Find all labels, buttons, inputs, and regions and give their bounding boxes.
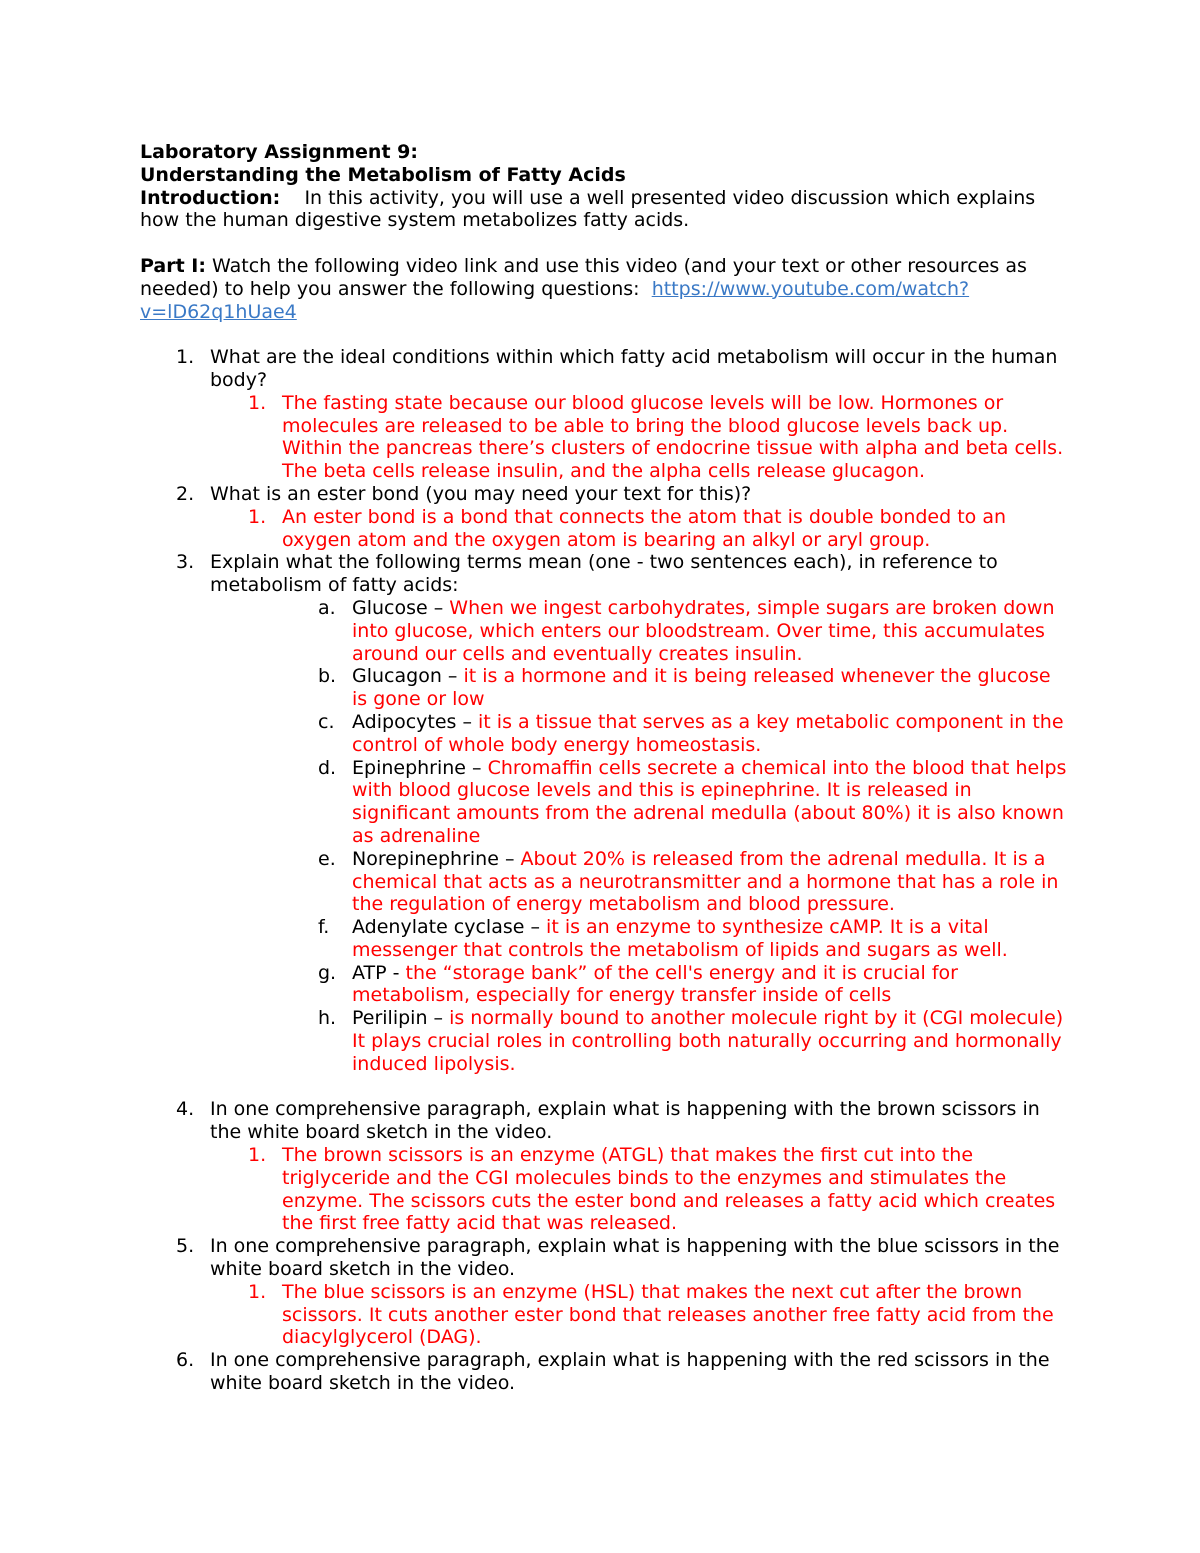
term-name: Glucose – (352, 596, 444, 619)
term-norepinephrine (140, 848, 1070, 916)
term-name: Epinephrine – (352, 756, 482, 779)
term-letter: f. (318, 916, 330, 939)
question-text: What is an ester bond (you may need your text for this)? (210, 482, 752, 505)
part-one-paragraph (140, 255, 1070, 323)
question-4 (140, 1098, 1070, 1144)
question-number: 4. (176, 1098, 195, 1121)
term-letter: b. (318, 665, 337, 688)
term-glucose (140, 597, 1070, 665)
term-adenylate-cyclase (140, 916, 1070, 962)
term-name: Glucagon – (352, 665, 458, 688)
document-page (140, 141, 1070, 1395)
answer-1 (140, 392, 1070, 483)
answer-number: 1. (248, 1280, 267, 1303)
answer-text: The brown scissors is an enzyme (ATGL) that makes the first cut into the triglyceride and the CGI molecules binds to the enzymes and stimulates the enzyme. The scissors cuts the ester bond and releases a fatty acid which creates the first free fatty acid that was released. (282, 1144, 1056, 1235)
term-definition: it is a hormone and it is being released whenever the glucose is gone or low (352, 665, 1051, 711)
answer-text: The fasting state because our blood glucose levels will be low. Hormones or molecules are released to be able to bring the blood glucose levels back up. Within the pancreas there’s clusters of endocrine tissue with alpha and beta cells. The beta cells release insulin, and the alpha cells release glucagon. (282, 391, 1064, 483)
question-list (140, 346, 1070, 1076)
term-name: Adenylate cyclase – (352, 916, 540, 939)
question-number: 5. (176, 1235, 195, 1258)
question-number: 2. (176, 482, 195, 505)
question-text: In one comprehensive paragraph, explain what is happening with the blue scissors in the white board sketch in the video. (210, 1235, 1060, 1281)
term-name: Perilipin – (352, 1007, 444, 1030)
term-name: Adipocytes – (352, 710, 472, 733)
answer-text: The blue scissors is an enzyme (HSL) that makes the next cut after the brown scissors. It cuts another ester bond that releases another free fatty acid from the diacylglycerol (DAG). (282, 1280, 1054, 1349)
question-number: 6. (176, 1349, 195, 1372)
term-letter: d. (318, 756, 337, 779)
term-definition: it is a tissue that serves as a key metabolic component in the control of whole body energy homeostasis. (352, 710, 1064, 756)
term-letter: c. (318, 710, 335, 733)
answer-2 (140, 506, 1070, 552)
term-adipocytes (140, 711, 1070, 757)
term-name: ATP - (352, 961, 400, 984)
term-definition: the “storage bank” of the cell's energy and it is crucial for metabolism, especially for energy transfer inside of cells (352, 961, 958, 1007)
question-text: In one comprehensive paragraph, explain what is happening with the brown scissors in the white board sketch in the video. (210, 1098, 1040, 1144)
term-definition: Chromaffin cells secrete a chemical into the blood that helps with blood glucose levels and this is epinephrine. It is released in significant amounts from the adrenal medulla (about 80%) it is also known as adrenaline (352, 756, 1067, 847)
question-2 (140, 483, 1070, 506)
term-epinephrine (140, 757, 1070, 848)
question-number: 1. (176, 346, 195, 369)
question-6 (140, 1349, 1070, 1395)
answer-5 (140, 1281, 1070, 1349)
term-letter: e. (318, 847, 336, 870)
title-line-1: Laboratory Assignment 9: (140, 141, 418, 163)
question-text: Explain what the following terms mean (one - two sentences each), in reference to metabolism of fatty acids: (210, 551, 998, 597)
introduction-paragraph (140, 187, 1070, 233)
answer-4 (140, 1144, 1070, 1235)
term-definition: is normally bound to another molecule right by it (CGI molecule) It plays crucial roles in controlling both naturally occurring and hormonally induced lipolysis. (352, 1007, 1064, 1075)
answer-text: An ester bond is a bond that connects the atom that is double bonded to an oxygen atom and the oxygen atom is bearing an alkyl or aryl group. (282, 505, 1007, 551)
title-line-2: Understanding the Metabolism of Fatty Acids (140, 163, 626, 186)
term-letter: h. (318, 1007, 337, 1030)
term-definition: it is an enzyme to synthesize cAMP. It is a vital messenger that controls the metabolism of lipids and sugars as well. (352, 916, 1008, 961)
part-one-text: Watch the following video link and use this video (and your text or other resources as needed) to help you answer the following questions: (140, 254, 1027, 300)
introduction-label: Introduction: (140, 186, 281, 209)
question-1 (140, 346, 1070, 392)
question-list-continued (140, 1098, 1070, 1394)
question-3 (140, 551, 1070, 597)
question-text: What are the ideal conditions within which fatty acid metabolism will occur in the human body? (210, 346, 1058, 391)
question-text: In one comprehensive paragraph, explain what is happening with the red scissors in the white board sketch in the video. (210, 1349, 1050, 1395)
term-name: Norepinephrine – (352, 847, 515, 870)
part-one-label: Part I: (140, 254, 206, 277)
term-glucagon (140, 665, 1070, 711)
term-letter: g. (318, 961, 337, 984)
answer-number: 1. (248, 1144, 267, 1167)
introduction-text: In this activity, you will use a well presented video discussion which explains how the human digestive system metabolizes fatty acids. (140, 186, 1036, 232)
term-definition: About 20% is released from the adrenal medulla. It is a chemical that acts as a neurotransmitter and a hormone that has a role in the regulation of energy metabolism and blood pressure. (352, 847, 1059, 916)
term-letter: a. (318, 596, 336, 619)
term-atp (140, 962, 1070, 1008)
term-definition: When we ingest carbohydrates, simple sugars are broken down into glucose, which enters our bloodstream. Over time, this accumulates around our cells and eventually creates insulin. (352, 596, 1055, 665)
question-5 (140, 1235, 1070, 1281)
question-number: 3. (176, 551, 195, 574)
answer-number: 1. (248, 391, 267, 414)
answer-number: 1. (248, 505, 267, 528)
video-link[interactable]: https://www.youtube.com/watch?v=lD62q1hUae4 (140, 277, 970, 323)
term-perilipin (140, 1007, 1070, 1075)
